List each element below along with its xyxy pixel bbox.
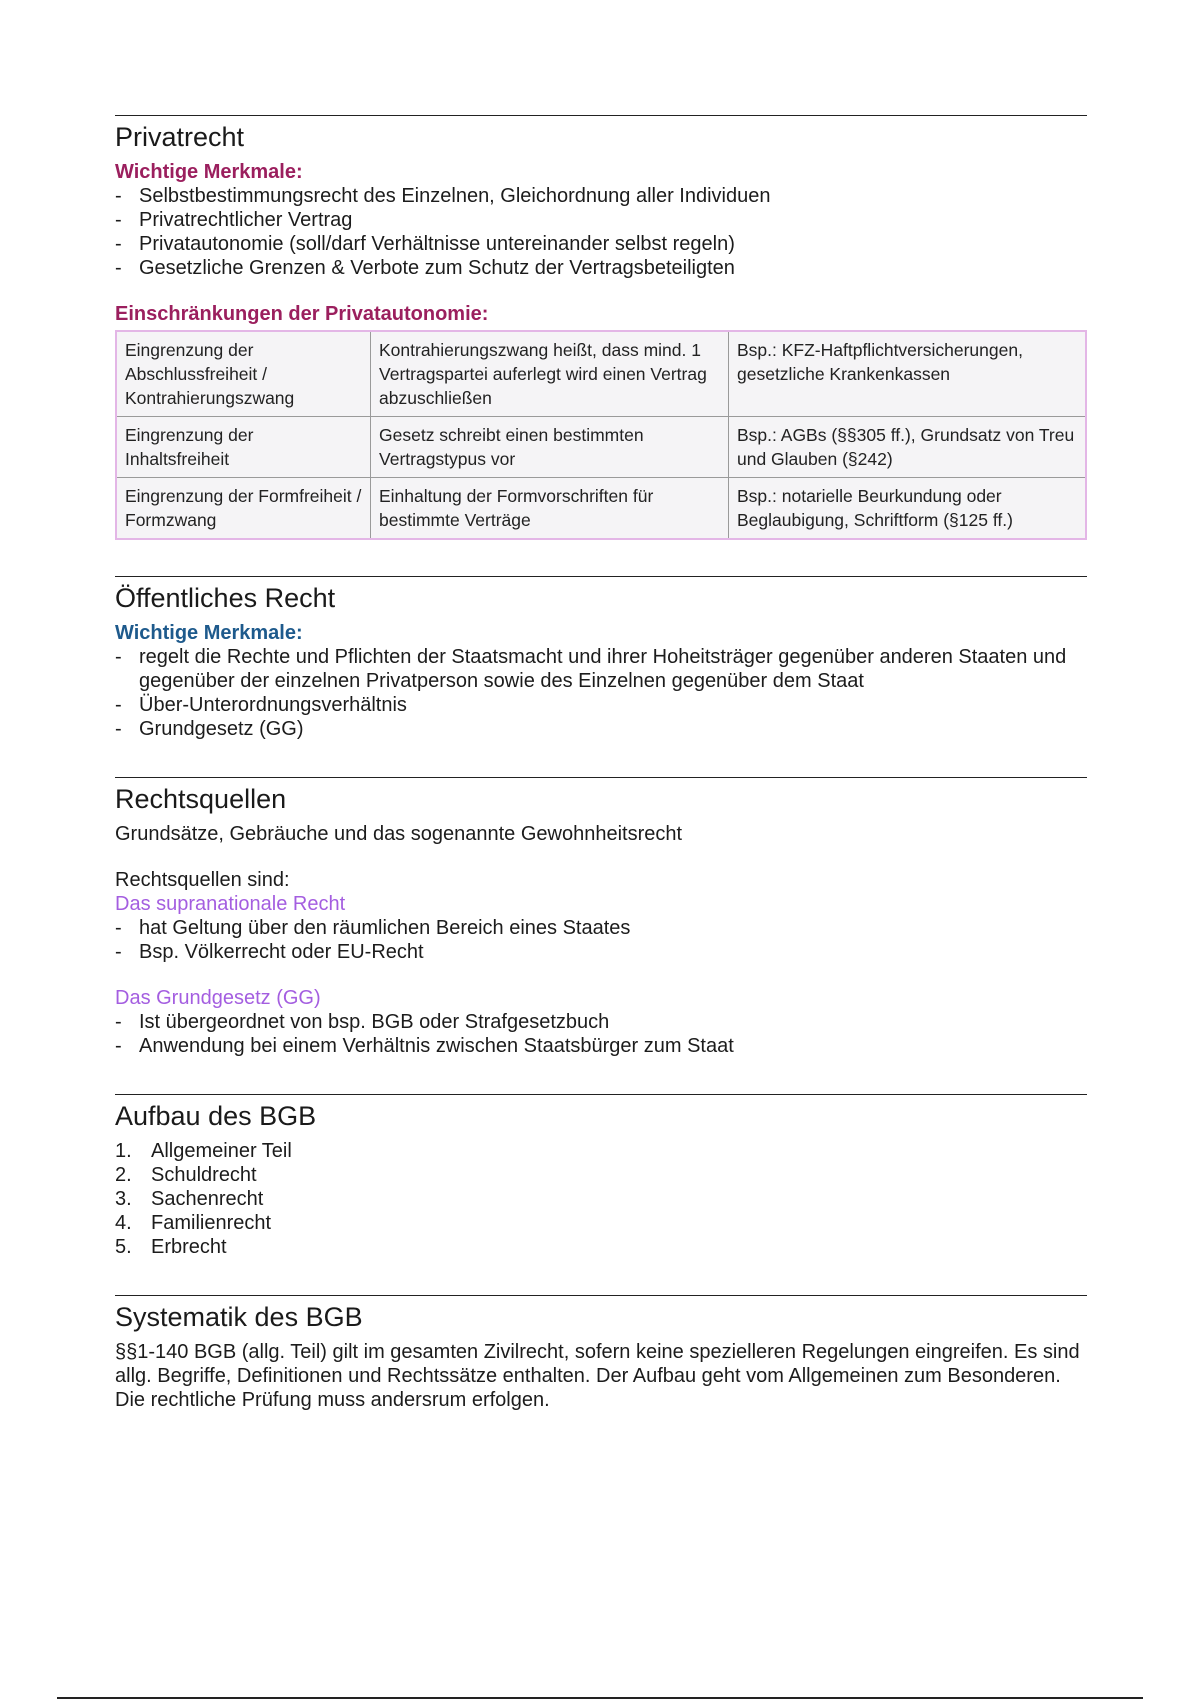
list-item: 5. Erbrecht [115,1236,227,1258]
list-item: 3. Sachenrecht [115,1188,264,1210]
merkmale-list [115,645,1087,741]
table-row [116,478,1086,540]
table-row [116,331,1086,417]
list-item: 4. Familienrecht [115,1212,272,1234]
section-title: Systematik des BGB [115,1302,363,1332]
systematik-text: §§1-140 BGB (allg. Teil) gilt im gesamten Zivilrecht, sofern keine spezielleren Regelungen eingreifen. Es sind allg. Begriffe, Definitionen und Rechtssätze enthalten. Der Aufbau geht vom Allgemeinen zum Besonderen. Die rechtliche Prüfung muss andersrum erfolgen. [115,1341,1080,1411]
table-cell: Kontrahierungszwang heißt, dass mind. 1 Vertragspartei auferlegt wird einen Vertrag abzuschließen [371,331,729,417]
section-title: Rechtsquellen [115,784,287,814]
section-rechtsquellen [115,777,1087,1058]
rechtsquellen-intro: Grundsätze, Gebräuche und das sogenannte Gewohnheitsrecht [115,823,683,845]
supranational-list [115,916,1087,964]
section-title: Öffentliches Recht [115,583,336,613]
list-item: - Privatrechtlicher Vertrag [115,208,1087,232]
list-item: 1. Allgemeiner Teil [115,1140,292,1162]
list-item: 2. Schuldrecht [115,1164,257,1186]
section-systematik-bgb [115,1295,1087,1412]
list-item: - Gesetzliche Grenzen & Verbote zum Schutz der Vertragsbeteiligten [115,256,1087,280]
einschraenkungen-heading: Einschränkungen der Privatautonomie: [115,303,489,325]
section-oeffentliches-recht [115,576,1087,741]
list-item: - Ist übergeordnet von bsp. BGB oder Strafgesetzbuch [115,1010,1087,1034]
grundgesetz-heading: Das Grundgesetz (GG) [115,987,321,1009]
list-item: - Selbstbestimmungsrecht des Einzelnen, Gleichordnung aller Individuen [115,184,1087,208]
table-cell: Gesetz schreibt einen bestimmten Vertragstypus vor [371,417,729,478]
table-cell: Eingrenzung der Inhaltsfreiheit [116,417,371,478]
list-item: - Über-Unterordnungsverhältnis [115,693,1087,717]
einschraenkungen-table [115,330,1087,540]
document-page [115,115,1087,1412]
list-item: - Anwendung bei einem Verhältnis zwischen Staatsbürger zum Staat [115,1034,1087,1058]
merkmale-list [115,184,1087,280]
list-item: - Privatautonomie (soll/darf Verhältnisse untereinander selbst regeln) [115,232,1087,256]
grundgesetz-list [115,1010,1087,1058]
section-title: Privatrecht [115,122,245,152]
table-cell: Bsp.: AGBs (§§305 ff.), Grundsatz von Treu und Glauben (§242) [729,417,1087,478]
table-row [116,417,1086,478]
footer-divider [57,1697,1143,1699]
merkmale-heading: Wichtige Merkmale: [115,161,303,183]
list-item: - regelt die Rechte und Pflichten der Staatsmacht und ihrer Hoheitsträger gegenüber anderen Staaten und gegenüber der einzelnen Privatperson sowie des Einzelnen gegenüber dem Staat [115,645,1087,693]
table-cell: Einhaltung der Formvorschriften für bestimmte Verträge [371,478,729,540]
list-item: - hat Geltung über den räumlichen Bereich eines Staates [115,916,1087,940]
section-privatrecht [115,115,1087,540]
supranational-heading: Das supranationale Recht [115,893,346,915]
list-item: - Bsp. Völkerrecht oder EU-Recht [115,940,1087,964]
rechtsquellen-sind-label: Rechtsquellen sind: [115,869,290,891]
merkmale-heading: Wichtige Merkmale: [115,622,303,644]
table-cell: Bsp.: KFZ-Haftpflichtversicherungen, gesetzliche Krankenkassen [729,331,1087,417]
table-cell: Eingrenzung der Formfreiheit / Formzwang [116,478,371,540]
aufbau-list [115,1139,1087,1259]
list-item: - Grundgesetz (GG) [115,717,1087,741]
section-title: Aufbau des BGB [115,1101,317,1131]
table-cell: Eingrenzung der Abschlussfreiheit / Kontrahierungszwang [116,331,371,417]
section-aufbau-bgb [115,1094,1087,1259]
table-cell: Bsp.: notarielle Beurkundung oder Beglaubigung, Schriftform (§125 ff.) [729,478,1087,540]
